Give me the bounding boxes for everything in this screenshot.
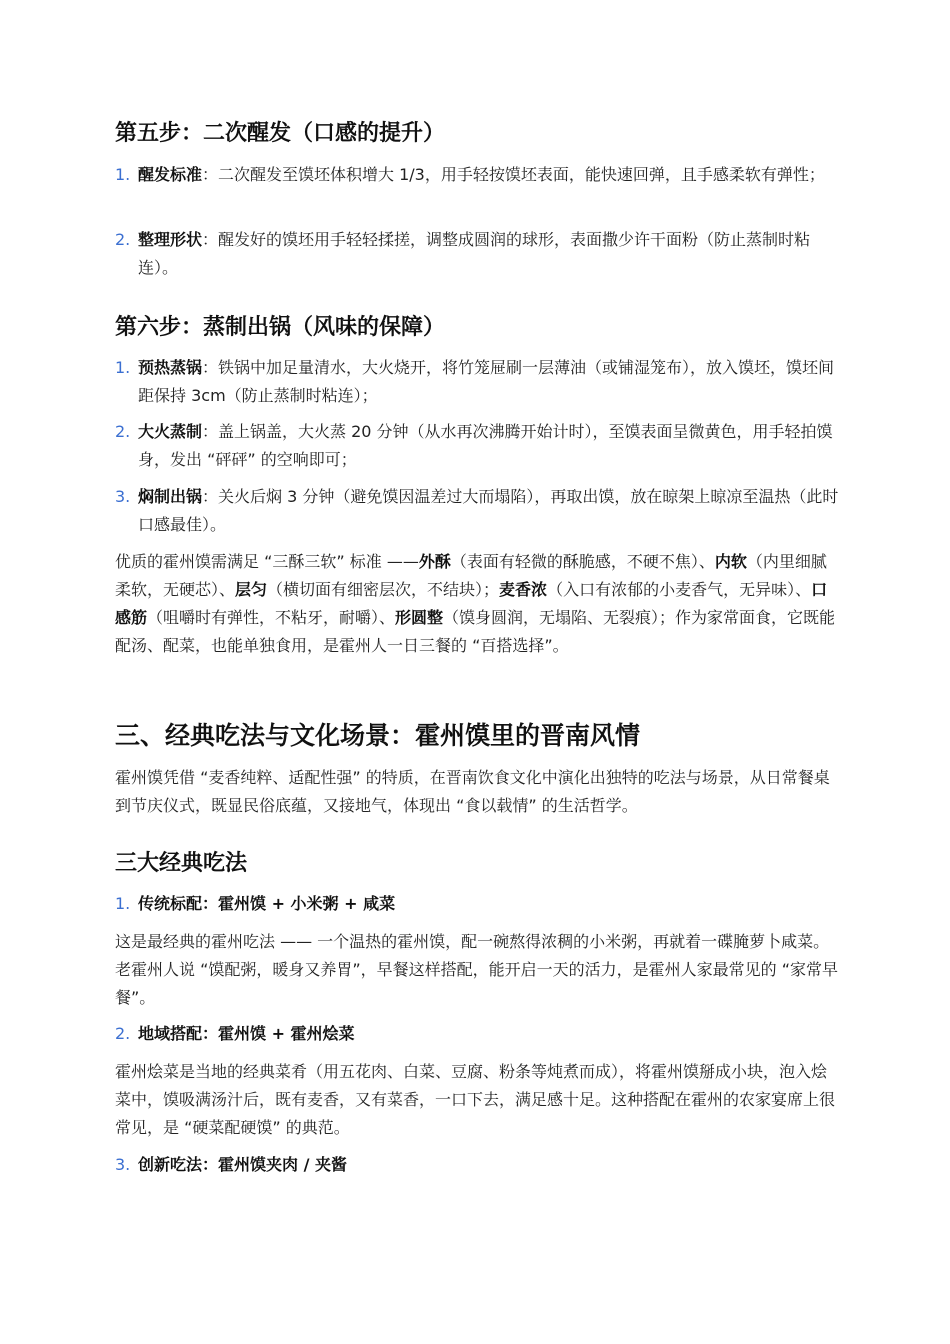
list-number: 1. bbox=[115, 358, 131, 377]
quality-term: 内软 bbox=[714, 552, 747, 571]
quality-text: 优质的霍州馍需满足 “三酥三软” 标准 —— bbox=[115, 552, 419, 571]
item-text: ：关火后焖 3 分钟（避免馍因温差过大而塌陷），再取出馍，放在晾架上晾凉至温热（此时口感最佳）。 bbox=[138, 487, 839, 534]
quality-term: 麦香浓 bbox=[499, 580, 548, 599]
classic-description: 这是最经典的霍州吃法 —— 一个温热的霍州馍，配一碗熬得浓稠的小米粥，再就着一碟腌萝卜咸菜。老霍州人说 “馍配粥，暖身又养胃”，早餐这样搭配，能开启一天的活力，是霍州人家最常见的 “家常早餐”。 bbox=[115, 932, 839, 1007]
chapter3-intro: 霍州馍凭借 “麦香纯粹、适配性强” 的特质，在晋南饮食文化中演化出独特的吃法与场景，从日常餐桌到节庆仪式，既显民俗底蕴，又接地气，体现出 “食以载情” 的生活哲学。 bbox=[115, 768, 830, 815]
item-label: 大火蒸制 bbox=[138, 422, 203, 441]
classic-description: 霍州烩菜是当地的经典菜肴（用五花肉、白菜、豆腐、粉条等炖煮而成），将霍州馍掰成小块，泡入烩菜中，馍吸满汤汁后，既有麦香，又有菜香，一口下去，满足感十足。这种搭配在霍州的农家宴席上很常见，是 “硬菜配硬馍” 的典范。 bbox=[115, 1062, 836, 1137]
quality-term: 口感筋 bbox=[115, 580, 828, 627]
step5-heading: 第五步：二次醒发（口感的提升） bbox=[115, 121, 446, 146]
quality-text: （馍身圆润，无塌陷、无裂痕）；作为家常面食，它既能配汤、配菜，也能单独食用，是霍州人一日三餐的 “百搭选择”。 bbox=[115, 608, 836, 655]
list-number: 2. bbox=[115, 1024, 131, 1043]
classic-label: 地域搭配：霍州馍 + 霍州烩菜 bbox=[138, 1024, 355, 1043]
quality-term: 层匀 bbox=[235, 580, 268, 599]
quality-text: （内里细腻柔软，无硬芯）、 bbox=[115, 552, 827, 599]
classic-subheading bbox=[115, 1151, 840, 1179]
quality-text: （咀嚼时有弹性，不粘牙，耐嚼）、 bbox=[147, 608, 396, 627]
list-item bbox=[115, 226, 840, 282]
classic-heading: 三大经典吃法 bbox=[115, 851, 248, 876]
item-label: 预热蒸锅 bbox=[138, 358, 203, 377]
list-number: 1. bbox=[115, 165, 131, 184]
item-text: ：盖上锅盖，大火蒸 20 分钟（从水再次沸腾开始计时），至馍表面呈微黄色，用手轻拍馍身，发出 “砰砰” 的空响即可； bbox=[138, 422, 833, 469]
quality-term: 形圆整 bbox=[395, 608, 444, 627]
list-number: 3. bbox=[115, 487, 131, 506]
list-item bbox=[115, 483, 840, 539]
item-text: ：铁锅中加足量清水，大火烧开，将竹笼屉刷一层薄油（或铺湿笼布），放入馍坯，馍坯间距保持 3cm（防止蒸制时粘连）； bbox=[138, 358, 835, 405]
list-item bbox=[115, 354, 840, 410]
list-number: 1. bbox=[115, 894, 131, 913]
list-number: 2. bbox=[115, 230, 131, 249]
chapter3-heading: 三、经典吃法与文化场景：霍州馍里的晋南风情 bbox=[115, 721, 641, 750]
quality-text: （横切面有细密层次，不结块）； bbox=[267, 580, 500, 599]
list-number: 2. bbox=[115, 422, 131, 441]
classic-subheading bbox=[115, 890, 840, 918]
quality-term: 外酥 bbox=[418, 552, 451, 571]
item-text: ：二次醒发至馍坯体积增大 1/3，用手轻按馍坯表面，能快速回弹，且手感柔软有弹性； bbox=[202, 165, 825, 184]
quality-text: （表面有轻微的酥脆感，不硬不焦）、 bbox=[450, 552, 715, 571]
item-text: ：醒发好的馍坯用手轻轻揉搓，调整成圆润的球形，表面撒少许干面粉（防止蒸制时粘连）。 bbox=[138, 230, 811, 277]
item-label: 醒发标准 bbox=[138, 165, 203, 184]
list-number: 3. bbox=[115, 1155, 131, 1174]
list-item bbox=[115, 161, 840, 189]
quality-text: （入口有浓郁的小麦香气，无异味）、 bbox=[547, 580, 812, 599]
quality-paragraph bbox=[115, 548, 840, 660]
step6-heading: 第六步：蒸制出锅（风味的保障） bbox=[115, 315, 446, 340]
classic-label: 传统标配：霍州馍 + 小米粥 + 咸菜 bbox=[138, 894, 396, 913]
list-item bbox=[115, 418, 840, 474]
item-label: 整理形状 bbox=[138, 230, 203, 249]
classic-label: 创新吃法：霍州馍夹肉 / 夹酱 bbox=[138, 1155, 347, 1174]
classic-subheading bbox=[115, 1020, 840, 1048]
item-label: 焖制出锅 bbox=[138, 487, 203, 506]
